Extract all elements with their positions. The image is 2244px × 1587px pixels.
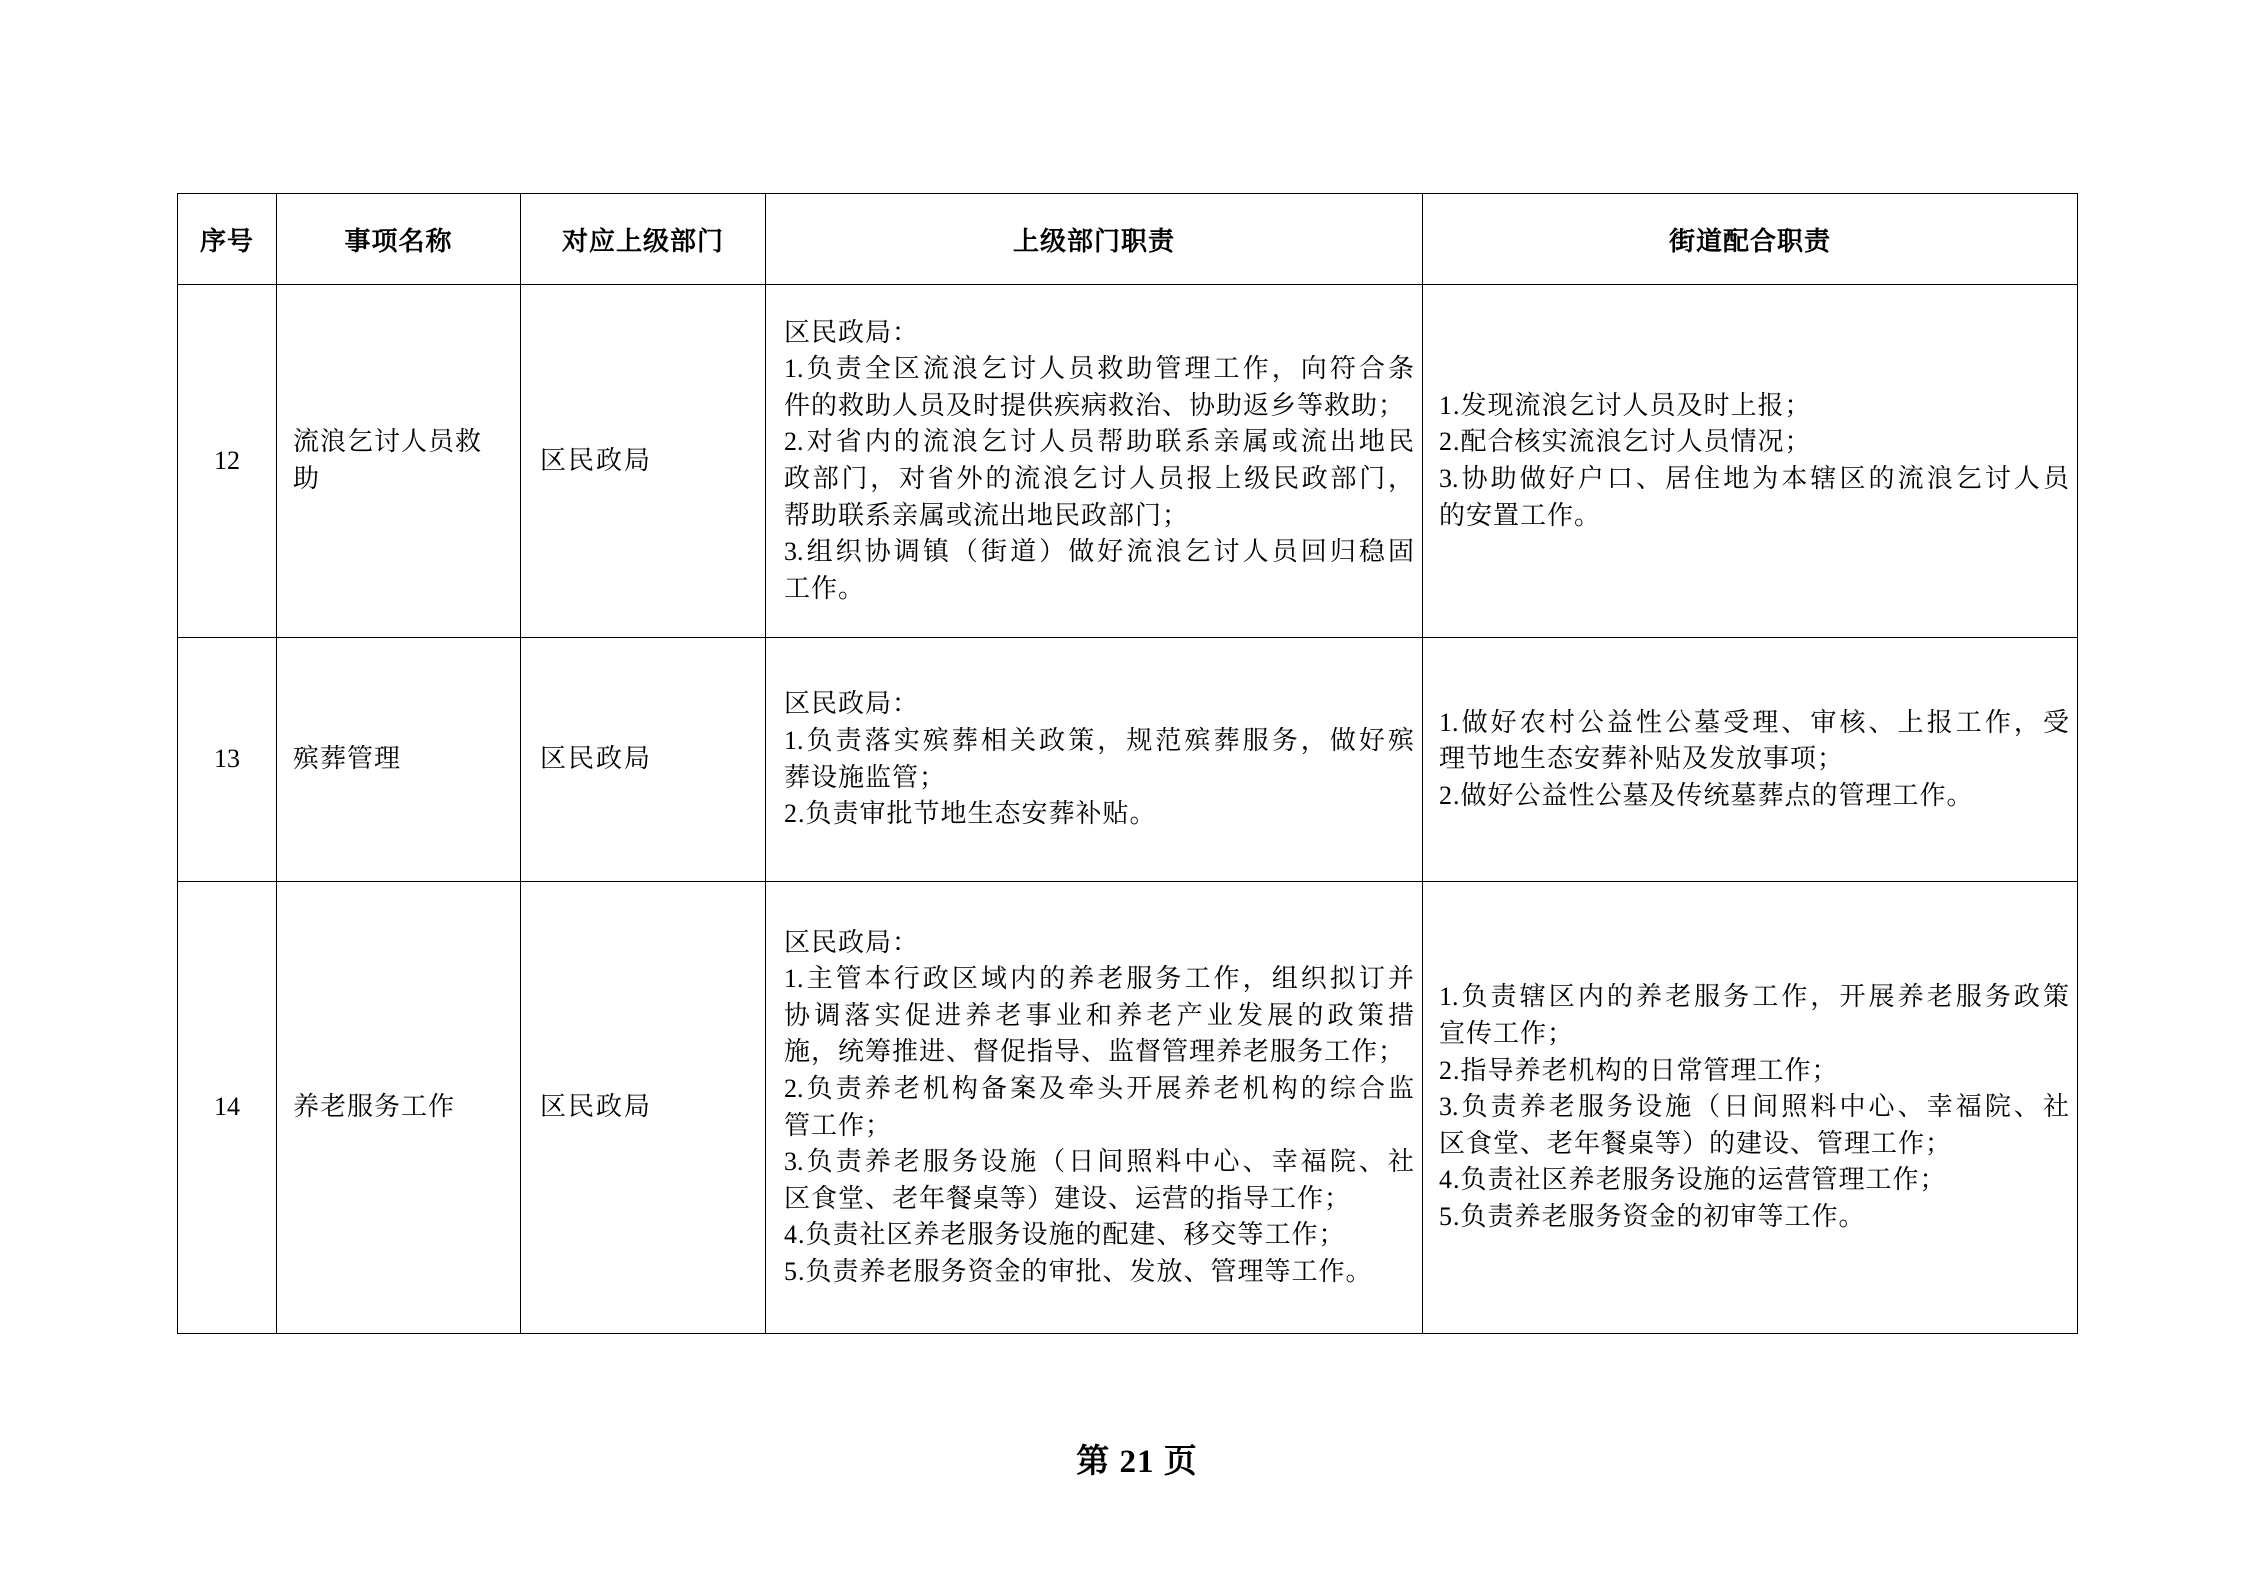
item-name-line: 殡葬管理	[293, 744, 402, 774]
street-duty-paragraph	[1439, 778, 2069, 815]
upper-duty-line: 1.负责落实殡葬相关政策，规范殡葬服务，做好殡	[784, 725, 1414, 755]
duty-table	[177, 193, 2078, 1334]
page-number: 第 21 页	[1076, 1444, 1198, 1480]
upper-duty-paragraph	[784, 1144, 1414, 1217]
upper-duty-line: 1.主管本行政区域内的养老服务工作，组织拟订并	[784, 964, 1414, 994]
street-duty-line: 3.协助做好户口、居住地为本辖区的流浪乞讨人员	[1439, 464, 2069, 493]
row-number-cell: 12	[178, 285, 277, 638]
upper-duty-line: 3.组织协调镇（街道）做好流浪乞讨人员回归稳固	[784, 537, 1414, 567]
street-duty-paragraph	[1439, 1162, 2069, 1199]
upper-duty-paragraph	[784, 686, 1414, 723]
upper-duties-cell	[766, 638, 1423, 882]
item-name-cell	[277, 882, 521, 1334]
upper-duty-line: 施，统筹推进、督促指导、监督管理养老服务工作；	[784, 1037, 1406, 1067]
street-duties-cell	[1423, 638, 2078, 882]
header-row	[178, 194, 2078, 285]
upper-duty-paragraph	[784, 424, 1414, 534]
street-duty-line: 2.指导养老机构的日常管理工作；	[1439, 1055, 1839, 1085]
street-duty-line: 2.配合核实流浪乞讨人员情况；	[1439, 427, 1812, 457]
upper-duty-line: 区民政局：	[784, 689, 920, 719]
street-duty-paragraph	[1439, 388, 2069, 425]
upper-duty-line: 1.负责全区流浪乞讨人员救助管理工作，向符合条	[784, 354, 1414, 384]
header-street-duties: 街道配合职责	[1423, 194, 2078, 285]
upper-duty-paragraph	[784, 351, 1414, 424]
upper-duty-line: 区食堂、老年餐桌等）建设、运营的指导工作；	[784, 1183, 1352, 1213]
upper-duty-line: 葬设施监管；	[784, 762, 947, 792]
row-number-cell: 14	[178, 882, 277, 1334]
table-row	[178, 638, 2078, 882]
upper-duty-line: 工作。	[784, 573, 866, 603]
table-body	[178, 285, 2078, 1334]
header-serial-number: 序号	[178, 194, 277, 285]
table-row	[178, 285, 2078, 638]
upper-duty-paragraph	[784, 1217, 1414, 1254]
item-name-line: 养老服务工作	[293, 1092, 456, 1122]
department-cell: 区民政局	[521, 638, 766, 882]
upper-duty-line: 2.负责养老机构备案及牵头开展养老机构的综合监	[784, 1073, 1414, 1103]
street-duties-cell	[1423, 882, 2078, 1334]
table-header	[178, 194, 2078, 285]
table-row	[178, 882, 2078, 1334]
street-duty-line: 4.负责社区养老服务设施的运营管理工作；	[1439, 1165, 1947, 1195]
upper-duty-line: 5.负责养老服务资金的审批、发放、管理等工作。	[784, 1256, 1373, 1286]
upper-duties-cell	[766, 882, 1423, 1334]
street-duty-paragraph	[1439, 461, 2069, 534]
upper-duty-line: 政部门，对省外的流浪乞讨人员报上级民政部门，	[784, 464, 1414, 493]
street-duty-line: 2.做好公益性公墓及传统墓葬点的管理工作。	[1439, 780, 1974, 810]
upper-duty-paragraph	[784, 1254, 1414, 1291]
upper-duty-line: 件的救助人员及时提供疾病救治、协助返乡等救助；	[784, 390, 1406, 420]
street-duty-paragraph	[1439, 979, 2069, 1052]
street-duty-line: 区食堂、老年餐桌等）的建设、管理工作；	[1439, 1128, 1953, 1158]
street-duty-line: 1.做好农村公益性公墓受理、审核、上报工作，受	[1439, 707, 2069, 737]
upper-duty-line: 帮助联系亲属或流出地民政部门；	[784, 500, 1190, 530]
street-duty-line: 1.发现流浪乞讨人员及时上报；	[1439, 390, 1812, 420]
upper-duty-line: 区民政局：	[784, 927, 920, 957]
item-name-line: 助	[293, 464, 321, 493]
department-cell: 区民政局	[521, 882, 766, 1334]
street-duty-paragraph	[1439, 705, 2069, 778]
upper-duty-line: 管工作；	[784, 1110, 893, 1140]
street-duty-line: 宣传工作；	[1439, 1019, 1575, 1049]
upper-duty-line: 2.负责审批节地生态安葬补贴。	[784, 799, 1157, 829]
street-duty-line: 5.负责养老服务资金的初审等工作。	[1439, 1201, 1866, 1231]
upper-duty-paragraph	[784, 1071, 1414, 1144]
upper-duty-paragraph	[784, 723, 1414, 796]
department-cell: 区民政局	[521, 285, 766, 638]
upper-duty-paragraph	[784, 315, 1414, 352]
item-name-line: 流浪乞讨人员救	[293, 427, 483, 457]
upper-duty-line: 区民政局：	[784, 317, 920, 347]
upper-duties-cell	[766, 285, 1423, 638]
header-item-name: 事项名称	[277, 194, 521, 285]
upper-duty-paragraph	[784, 961, 1414, 1071]
header-department: 对应上级部门	[521, 194, 766, 285]
street-duties-cell	[1423, 285, 2078, 638]
street-duty-paragraph	[1439, 1199, 2069, 1236]
street-duty-line: 3.负责养老服务设施（日间照料中心、幸福院、社	[1439, 1092, 2069, 1122]
item-name-cell	[277, 285, 521, 638]
upper-duty-line: 协调落实促进养老事业和养老产业发展的政策措	[784, 1000, 1414, 1030]
header-upper-duties: 上级部门职责	[766, 194, 1423, 285]
street-duty-line: 1.负责辖区内的养老服务工作，开展养老服务政策	[1439, 982, 2069, 1012]
row-number-cell: 13	[178, 638, 277, 882]
street-duty-paragraph	[1439, 1053, 2069, 1090]
item-name-cell	[277, 638, 521, 882]
upper-duty-line: 3.负责养老服务设施（日间照料中心、幸福院、社	[784, 1147, 1414, 1177]
upper-duty-paragraph	[784, 925, 1414, 962]
upper-duty-paragraph	[784, 796, 1414, 833]
upper-duty-line: 2.对省内的流浪乞讨人员帮助联系亲属或流出地民	[784, 427, 1414, 457]
street-duty-paragraph	[1439, 424, 2069, 461]
upper-duty-line: 4.负责社区养老服务设施的配建、移交等工作；	[784, 1220, 1346, 1250]
street-duty-paragraph	[1439, 1089, 2069, 1162]
upper-duty-paragraph	[784, 534, 1414, 607]
street-duty-line: 理节地生态安葬补贴及发放事项；	[1439, 744, 1845, 774]
street-duty-line: 的安置工作。	[1439, 500, 1602, 530]
